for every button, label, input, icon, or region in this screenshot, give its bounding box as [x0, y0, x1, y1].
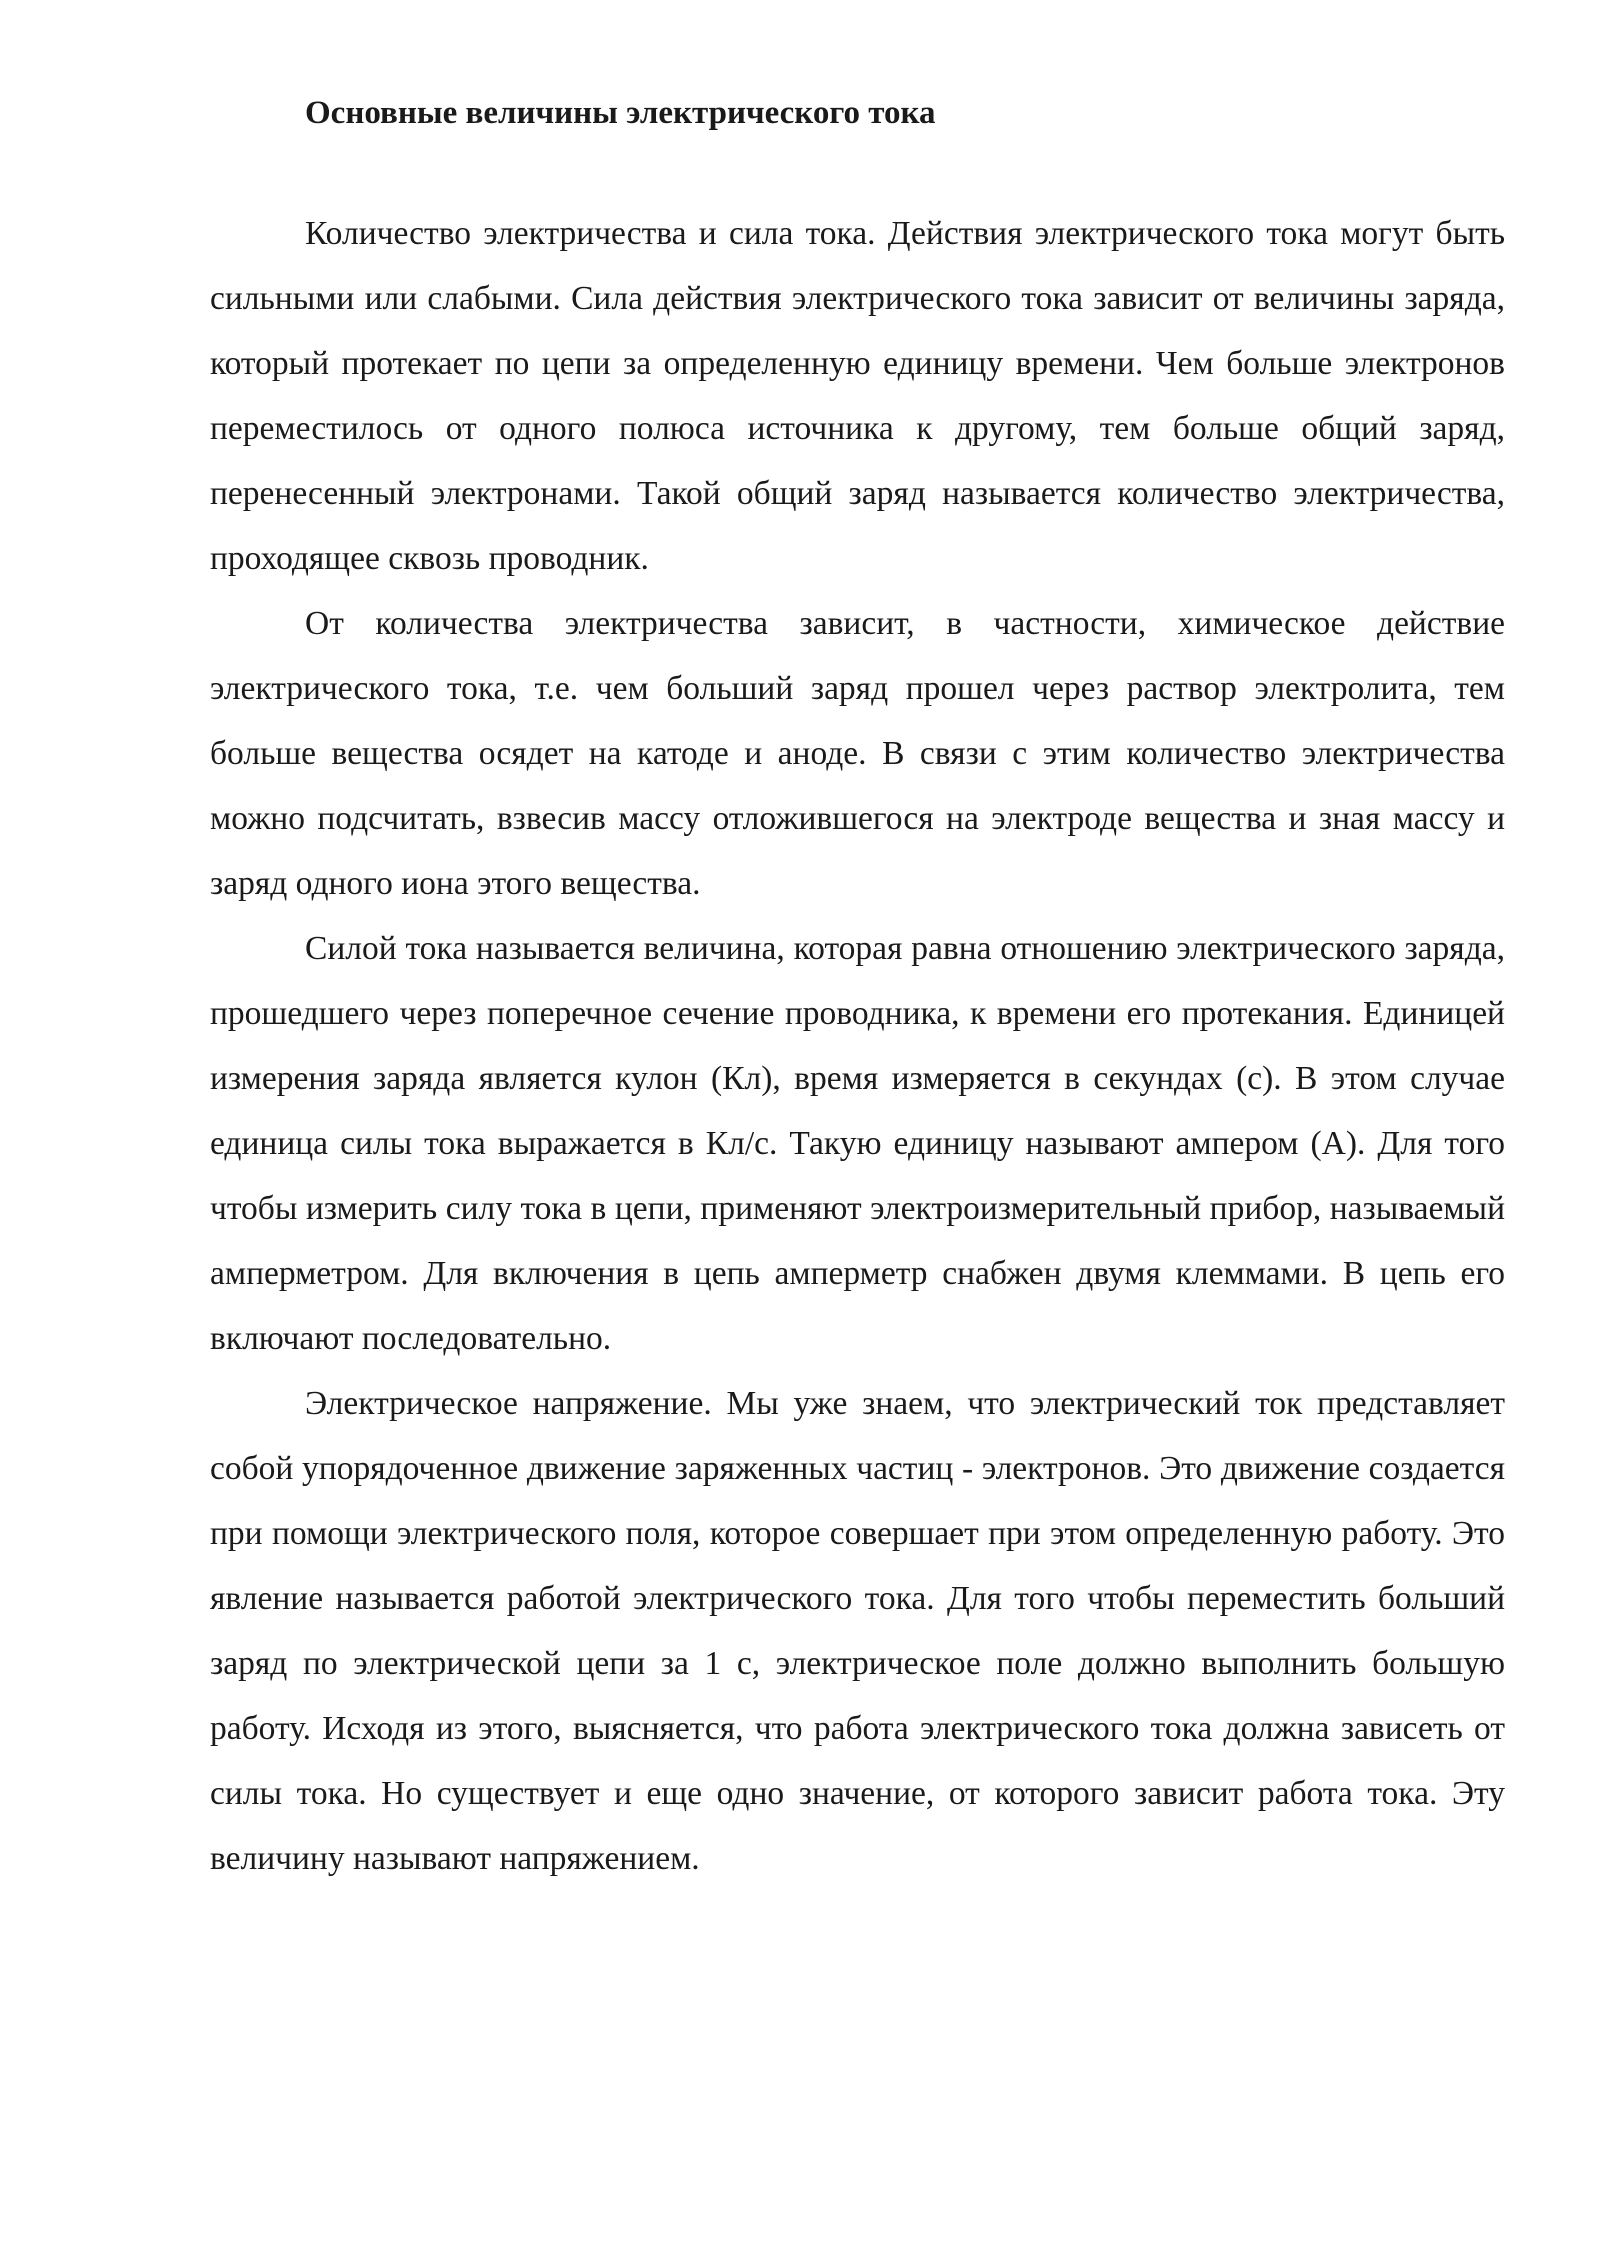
paragraph-chemical-action: От количества электричества зависит, в частности, химическое действие электрического тока, т.е. чем больший заряд прошел через раствор электролита, тем больше вещества осядет на катоде и аноде. В связи с этим количество электричества можно подсчитать, взвесив массу отложившегося на электроде вещества и зная массу и заряд одного иона этого вещества. — [210, 605, 1505, 902]
paragraph-current-strength: Силой тока называется величина, которая равна отношению электрического заряда, прошедшего через поперечное сечение проводника, к времени его протекания. Единицей измерения заряда является кулон (Кл), время измеряется в секундах (с). В этом случае единица силы тока выражается в Кл/с. Такую единицу называют ампером (А). Для того чтобы измерить силу тока в цепи, применяют электроизмерительный прибор, называемый амперметром. Для включения в цепь амперметр снабжен двумя клеммами. В цепь его включают последовательно. — [210, 930, 1505, 1357]
document-body — [210, 93, 1505, 1891]
paragraph-quantity-of-electricity: Количество электричества и сила тока. Действия электрического тока могут быть сильными или слабыми. Сила действия электрического тока зависит от величины заряда, который протекает по цепи за определенную единицу времени. Чем больше электронов переместилось от одного полюса источника к другому, тем больше общий заряд, перенесенный электронами. Такой общий заряд называется количество электричества, проходящее сквозь проводник. — [210, 215, 1505, 577]
document-title: Основные величины электрического тока — [305, 95, 936, 131]
paragraph-electric-voltage: Электрическое напряжение. Мы уже знаем, что электрический ток представляет собой упорядоченное движение заряженных частиц - электронов. Это движение создается при помощи электрического поля, которое совершает при этом определенную работу. Это явление называется работой электрического тока. Для того чтобы переместить больший заряд по электрической цепи за 1 с, электрическое поле должно выполнить большую работу. Исходя из этого, выясняется, что работа электрического тока должна зависеть от силы тока. Но существует и еще одно значение, от которого зависит работа тока. Эту величину называют напряжением. — [210, 1385, 1505, 1877]
